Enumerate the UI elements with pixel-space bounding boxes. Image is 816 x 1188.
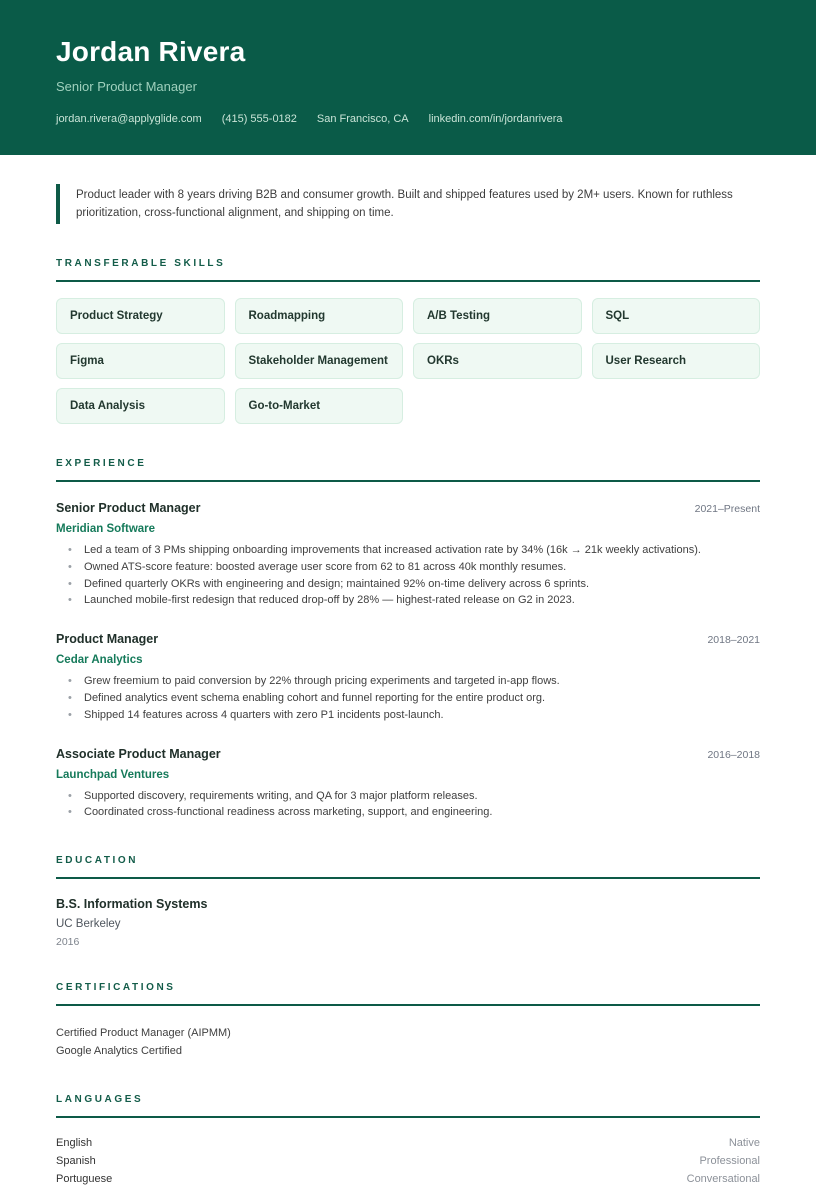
contact-email[interactable]: jordan.rivera@applyglide.com bbox=[56, 113, 202, 125]
job-head bbox=[56, 747, 760, 761]
contact-row bbox=[56, 113, 760, 125]
skill-chip: SQL bbox=[592, 298, 761, 334]
language-name: English bbox=[56, 1137, 93, 1150]
job-company: Meridian Software bbox=[56, 523, 156, 535]
skill-chip: A/B Testing bbox=[413, 298, 582, 334]
certifications-list bbox=[56, 1024, 760, 1060]
languages-list bbox=[56, 1134, 760, 1188]
contact-linkedin[interactable]: linkedin.com/in/jordanrivera bbox=[428, 113, 563, 125]
section-heading-experience bbox=[56, 453, 760, 482]
job-company: Launchpad Ventures bbox=[56, 768, 170, 781]
section-title: LANGUAGES bbox=[56, 1094, 144, 1106]
skills-grid bbox=[56, 298, 760, 424]
job-bullet: • Launched mobile-first redesign that reduced drop-off by 28% — highest-rated release on G2 in 2023. bbox=[68, 592, 760, 609]
section-title: EXPERIENCE bbox=[56, 458, 147, 469]
language-name: Portuguese bbox=[56, 1173, 113, 1186]
job-dates: 2016–2018 bbox=[707, 748, 760, 761]
job-bullet: • Defined analytics event schema enabling cohort and funnel reporting for the entire product org. bbox=[68, 690, 760, 707]
experience-entry bbox=[56, 632, 760, 723]
candidate-title: Senior Product Manager bbox=[56, 79, 197, 94]
job-bullet: • Coordinated cross-functional readiness across marketing, support, and engineering. bbox=[68, 804, 760, 821]
job-head bbox=[56, 632, 760, 646]
language-level: Professional bbox=[699, 1155, 760, 1168]
section-title: TRANSFERABLE SKILLS bbox=[56, 258, 226, 269]
language-name: Spanish bbox=[56, 1155, 96, 1168]
job-bullets bbox=[56, 542, 760, 609]
job-dates: 2018–2021 bbox=[707, 634, 760, 647]
job-bullet: • Shipped 14 features across 4 quarters with zero P1 incidents post-launch. bbox=[68, 707, 760, 724]
education-year: 2016 bbox=[56, 936, 80, 949]
language-level: Native bbox=[728, 1137, 760, 1150]
section-heading-languages bbox=[56, 1089, 760, 1118]
resume-header bbox=[0, 0, 816, 155]
experience-entry bbox=[56, 501, 760, 609]
resume-body bbox=[0, 184, 816, 1188]
job-bullets bbox=[56, 673, 760, 723]
language-row bbox=[56, 1152, 760, 1170]
job-role: Associate Product Manager bbox=[56, 746, 221, 761]
language-row bbox=[56, 1170, 760, 1188]
section-heading-education bbox=[56, 850, 760, 879]
section-title: EDUCATION bbox=[56, 855, 139, 867]
job-bullet: • Led a team of 3 PMs shipping onboarding improvements that increased activation rate by 34% (16k → 21k weekly activations). bbox=[68, 542, 760, 559]
skill-chip: Figma bbox=[56, 343, 225, 379]
language-level: Conversational bbox=[686, 1173, 760, 1186]
job-head bbox=[56, 501, 760, 515]
certification-item: Certified Product Manager (AIPMM) bbox=[56, 1027, 231, 1040]
section-heading-certifications bbox=[56, 977, 760, 1006]
skill-chip: Roadmapping bbox=[235, 298, 404, 334]
education-entry bbox=[56, 897, 760, 948]
education-school: UC Berkeley bbox=[56, 918, 121, 931]
certification-item: Google Analytics Certified bbox=[56, 1045, 182, 1058]
section-title: CERTIFICATIONS bbox=[56, 982, 176, 994]
skill-chip: Go-to-Market bbox=[235, 388, 404, 424]
contact-location: San Francisco, CA bbox=[316, 113, 409, 125]
job-bullet: • Supported discovery, requirements writing, and QA for 3 major platform releases. bbox=[68, 788, 760, 805]
job-bullets bbox=[56, 788, 760, 822]
contact-phone: (415) 555-0182 bbox=[221, 113, 297, 125]
skill-chip: User Research bbox=[592, 343, 761, 379]
skill-chip: Product Strategy bbox=[56, 298, 225, 334]
education-degree: B.S. Information Systems bbox=[56, 897, 208, 912]
experience-entry bbox=[56, 747, 760, 822]
job-bullet: • Grew freemium to paid conversion by 22% through pricing experiments and targeted in-app flows. bbox=[68, 673, 760, 690]
job-dates: 2021–Present bbox=[694, 503, 760, 515]
job-bullet: • Owned ATS-score feature: boosted average user score from 62 to 81 across 40k monthly resumes. bbox=[68, 559, 760, 576]
summary-quote: Product leader with 8 years driving B2B and consumer growth. Built and shipped features used by 2M+ users. Known for ruthless prioritization, cross-functional alignment, and shipping on time. bbox=[56, 184, 746, 224]
job-role: Senior Product Manager bbox=[56, 501, 201, 515]
skill-chip: Stakeholder Management bbox=[235, 343, 404, 379]
job-bullet: • Defined quarterly OKRs with engineering and design; maintained 92% on-time delivery across 6 sprints. bbox=[68, 576, 760, 593]
job-role: Product Manager bbox=[56, 632, 159, 647]
job-company: Cedar Analytics bbox=[56, 654, 143, 667]
language-row bbox=[56, 1134, 760, 1152]
skill-chip: Data Analysis bbox=[56, 388, 225, 424]
section-heading-skills bbox=[56, 253, 760, 282]
skill-chip: OKRs bbox=[413, 343, 582, 379]
candidate-name: Jordan Rivera bbox=[56, 36, 246, 67]
